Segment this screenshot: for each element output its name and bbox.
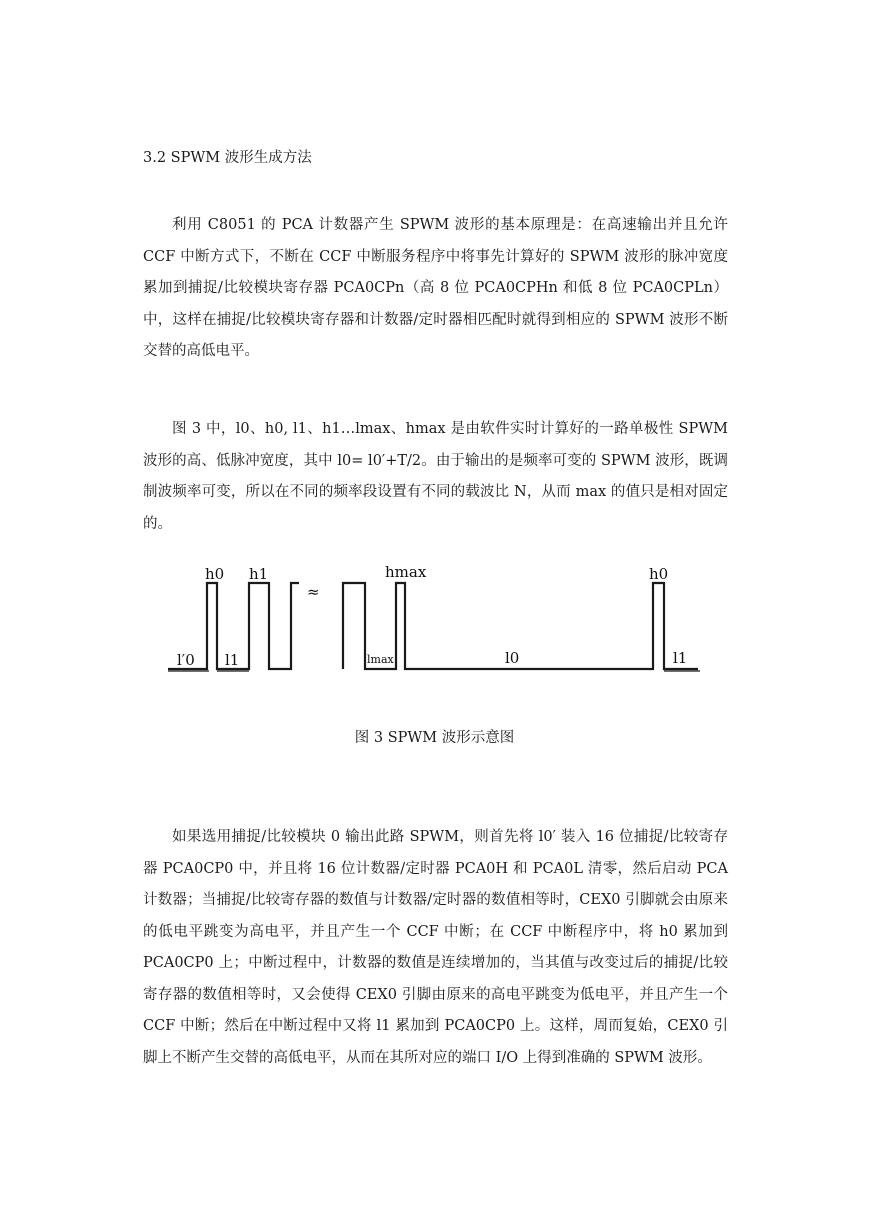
label-l1: l1: [225, 651, 240, 669]
section-heading: 3.2 SPWM 波形生成方法: [143, 150, 312, 166]
label-h0: h0: [205, 565, 225, 583]
label-hmax: hmax: [385, 563, 427, 581]
paragraph-procedure: 如果选用捕捉/比较模块 0 输出此路 SPWM，则首先将 l0′ 装入 16 位捕捉/比较寄存器 PCA0CP0 中，并且将 16 位计数器/定时器 PCA0H 和 PCA0L 清零，然后启动 PCA 计数器；当捕捉/比较寄存器的数值与计数器/定时器的数值相等时，CEX0 引脚就会由原来的低电平跳变为高电平，并且产生一个 CCF 中断；在 CCF 中断程序中，将 h0 累加到 PCA0CP0 上；中断过程中，计数器的数值是连续增加的，当其值与改变过后的捕捉/比较寄存器的数值相等时，又会使得 CEX0 引脚由原来的高电平跳变为低电平，并且产生一个 CCF 中断；然后在中断过程中又将 l1 累加到 PCA0CP0 上。这样，周而复始，CEX0 引脚上不断产生交替的高低电平，从而在其所对应的端口 I/O 上得到准确的 SPWM 波形。: [143, 829, 728, 1066]
figure-caption: 图 3 SPWM 波形示意图: [354, 730, 515, 746]
paragraph-pulse-widths: 图 3 中，l0、h0, l1、h1…lmax、hmax 是由软件实时计算好的一路单极性 SPWM 波形的高、低脉冲宽度，其中 l0= l0′+T/2。由于输出的是频率可变的 SPWM 波形，既调制波频率可变，所以在不同的频率段设置有不同的载波比 N，从而 max 的值只是相对固定的。: [143, 421, 728, 532]
label-l0-prime: l′0: [177, 651, 195, 669]
label-l0: l0: [505, 649, 520, 667]
label-l1-right: l1: [673, 649, 688, 667]
label-h1: h1: [249, 565, 269, 583]
paragraph-principle: 利用 C8051 的 PCA 计数器产生 SPWM 波形的基本原理是：在高速输出并且允许 CCF 中断方式下，不断在 CCF 中断服务程序中将事先计算好的 SPWM 波形的脉冲宽度累加到捕捉/比较模块寄存器 PCA0CPn（高 8 位 PCA0CPHn 和低 8 位 PCA0CPLn）中，这样在捕捉/比较模块寄存器和计数器/定时器相匹配时就得到相应的 SPWM 波形不断交替的高低电平。: [143, 217, 728, 359]
spwm-waveform-line: [168, 583, 698, 669]
spwm-waveform-figure: [163, 557, 708, 685]
label-lmax: lmax: [367, 653, 394, 666]
label-h0-right: h0: [649, 565, 669, 583]
break-mark: ≈: [307, 583, 320, 601]
